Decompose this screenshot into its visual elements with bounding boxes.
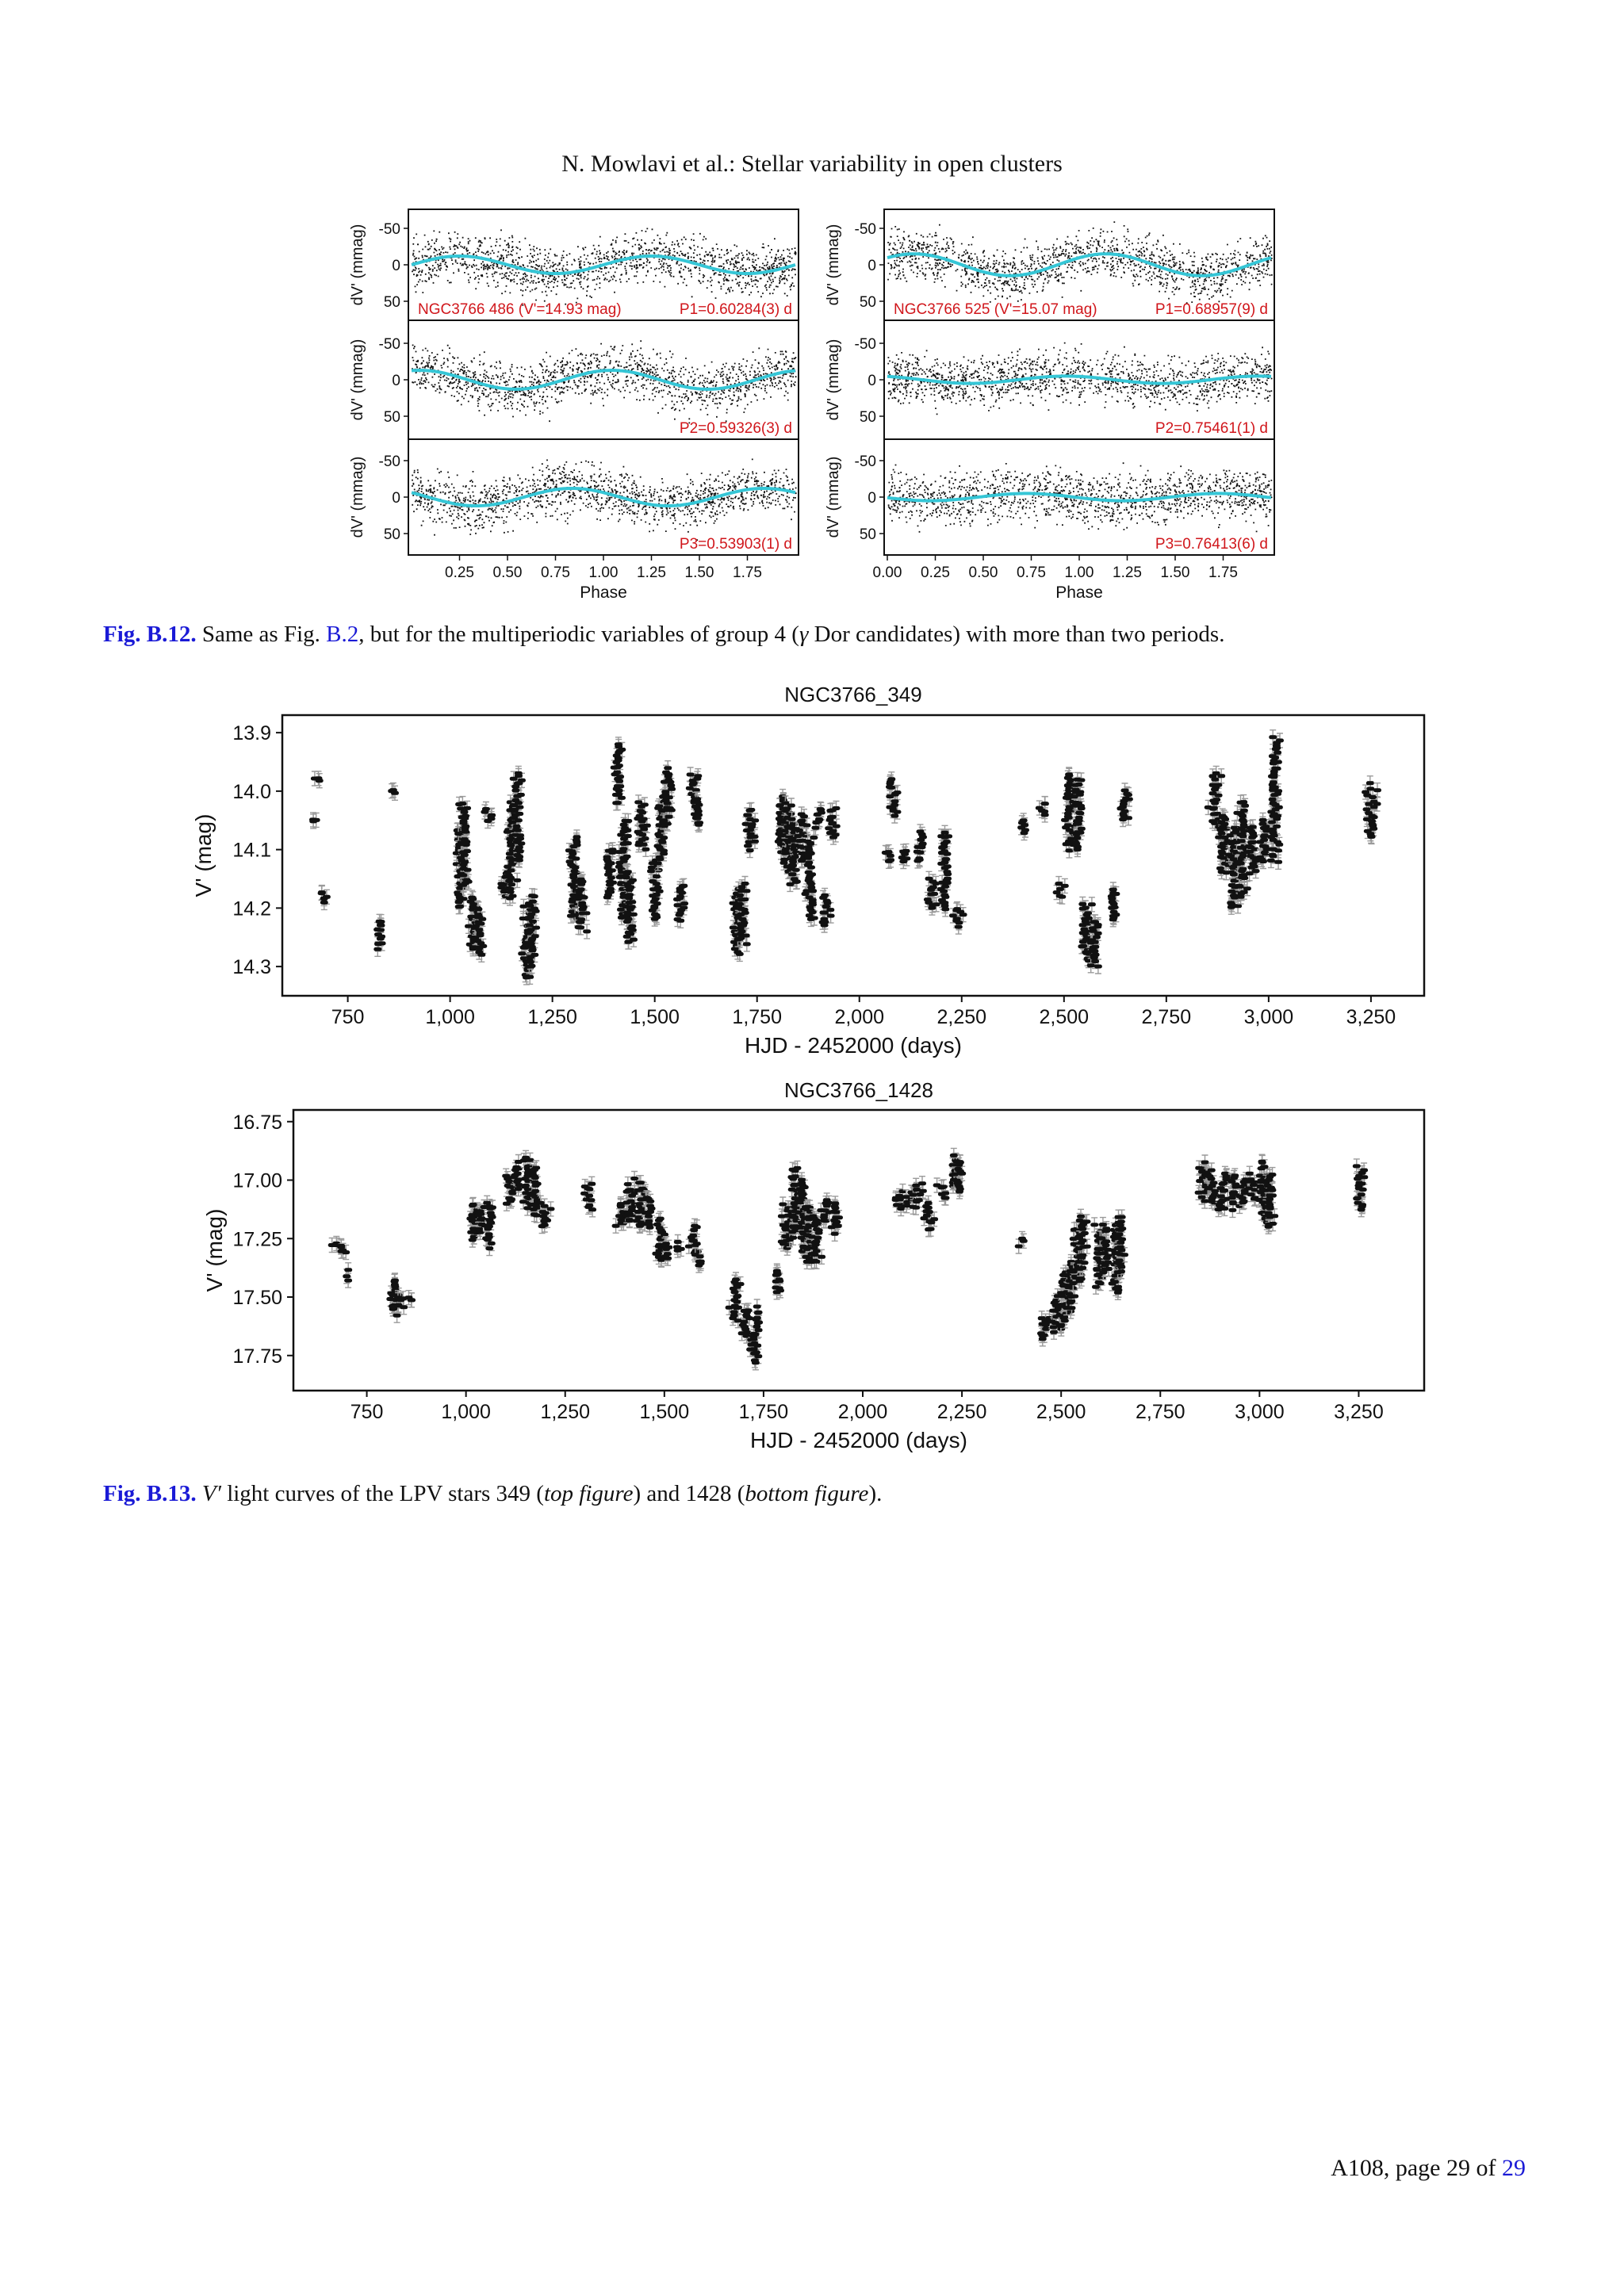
x-tick-label: 2,500 [1036, 1401, 1086, 1423]
observation-group [1036, 797, 1048, 822]
data-points [312, 820, 319, 821]
observation-group [623, 865, 638, 949]
y-tick-label: -50 [854, 221, 876, 238]
observation-group [581, 1177, 596, 1217]
y-tick-label: 16.75 [232, 1111, 282, 1134]
data-points [676, 886, 687, 920]
x-tick-label: 1.00 [588, 564, 619, 581]
x-tick-label: 1.00 [1064, 564, 1094, 581]
period-label: P3=0.76413(6) d [1155, 536, 1268, 553]
chart-title: NGC3766_1428 [784, 1078, 933, 1102]
observation-group [950, 902, 967, 935]
data-points [915, 832, 925, 861]
gamma-symbol: γ [799, 622, 809, 647]
observation-group [883, 845, 894, 869]
observation-group [893, 1184, 907, 1216]
x-tick-label: 750 [350, 1401, 384, 1423]
caption-text: ). [868, 1481, 883, 1506]
observation-group [899, 844, 910, 868]
data-points [320, 893, 328, 903]
y-tick-label: 0 [868, 258, 876, 274]
y-tick-label: 0 [392, 258, 400, 274]
observation-group [634, 795, 650, 856]
x-tick-label: 2,750 [1141, 1006, 1192, 1028]
observation-group [1018, 813, 1028, 840]
x-tick-label: 3,000 [1235, 1401, 1285, 1423]
observation-group [481, 802, 495, 828]
observation-group [1267, 730, 1283, 870]
y-tick-label: 50 [859, 409, 876, 426]
observation-group [934, 1178, 949, 1205]
observation-group [921, 1196, 937, 1236]
y-tick-label: 50 [383, 294, 400, 311]
x-tick-label: 1,750 [738, 1401, 789, 1423]
y-tick-label: 0 [868, 373, 876, 389]
x-tick-label: 0.00 [872, 564, 902, 581]
star-label: NGC3766 525 (V'=15.07 mag) [894, 301, 1097, 318]
y-axis-label: dV' (mmag) [825, 224, 842, 306]
x-tick-label: 3,250 [1334, 1401, 1384, 1423]
x-tick-label: 1.75 [733, 564, 762, 581]
y-tick-label: -50 [378, 221, 400, 238]
caption-text: , but for the multiperiodic variables of group 4 ( [358, 622, 799, 647]
y-axis-label: dV' (mmag) [349, 339, 366, 421]
observation-group [674, 1235, 684, 1258]
x-tick-label: 3,000 [1243, 1006, 1294, 1028]
data-points [925, 878, 938, 908]
observation-group [925, 871, 940, 915]
observation-group [604, 843, 617, 905]
y-axis-label: dV' (mmag) [825, 339, 842, 421]
y-axis-label: V' (mag) [191, 813, 216, 897]
x-tick-label: 1,500 [639, 1401, 690, 1423]
y-tick-label: 17.75 [232, 1345, 282, 1368]
data-points [339, 1246, 348, 1253]
observation-group [914, 825, 926, 868]
x-axis-label: Phase [580, 584, 627, 602]
observation-group [887, 772, 901, 823]
x-tick-label: 2,250 [936, 1401, 987, 1423]
caption-text: ) and 1428 ( [633, 1481, 745, 1506]
observation-group [825, 802, 840, 845]
x-tick-label: 2,500 [1039, 1006, 1090, 1028]
data-points [376, 921, 385, 949]
y-tick-label: -50 [378, 336, 400, 353]
y-tick-label: 50 [383, 409, 400, 426]
y-tick-label: 0 [392, 373, 400, 389]
observation-group [660, 761, 675, 833]
x-tick-label: 2,250 [936, 1006, 987, 1028]
light-curve-lpv-1428 [202, 1078, 1424, 1452]
x-tick-label: 0.75 [1017, 564, 1046, 581]
y-tick-label: 14.1 [232, 839, 271, 862]
last-page-link[interactable]: 29 [1502, 2155, 1526, 2181]
observation-group [1109, 882, 1120, 927]
caption-bottom-figure: bottom figure [745, 1481, 869, 1506]
data-points [900, 851, 909, 861]
y-axis-label: dV' (mmag) [349, 224, 366, 306]
light-curve-lpv-349 [191, 683, 1424, 1058]
period-label: P1=0.68957(9) d [1155, 301, 1268, 318]
x-tick-label: 2,750 [1135, 1401, 1185, 1423]
x-tick-label: 2,000 [834, 1006, 885, 1028]
chart-title: NGC3766_349 [784, 683, 922, 706]
observation-group [743, 803, 759, 858]
observation-group [319, 886, 330, 910]
x-axis-label: Phase [1055, 584, 1103, 602]
figure-b12-label[interactable]: Fig. B.12. [103, 622, 197, 647]
figure-b13-caption [103, 1478, 1530, 1510]
observation-group [1354, 1159, 1368, 1217]
y-tick-label: -50 [854, 453, 876, 470]
data-points [1020, 821, 1028, 833]
x-tick-label: 1,250 [527, 1006, 577, 1028]
x-tick-label: 2,000 [837, 1401, 888, 1423]
page-number-text: A108, page 29 of [1331, 2155, 1502, 2181]
observation-group [1071, 772, 1085, 856]
y-tick-label: 50 [383, 526, 400, 543]
observation-group [938, 825, 952, 916]
y-tick-label: 0 [392, 490, 400, 507]
observation-group [374, 914, 385, 956]
observation-group [312, 771, 323, 788]
y-tick-label: 17.25 [232, 1228, 282, 1251]
period-label: P2=0.75461(1) d [1155, 420, 1268, 437]
data-points [312, 779, 321, 781]
observation-group [1234, 795, 1251, 905]
x-tick-label: 0.25 [921, 564, 950, 581]
observation-group [343, 1263, 351, 1288]
observation-group [812, 802, 825, 836]
period-label: P3=0.53903(1) d [679, 536, 792, 553]
observation-group [674, 878, 688, 928]
observation-group [1362, 776, 1381, 844]
observation-group [691, 792, 703, 832]
data-points [345, 1270, 350, 1280]
x-axis-label: HJD - 2452000 (days) [750, 1428, 967, 1452]
x-tick-label: 750 [331, 1006, 365, 1028]
y-tick-label: 17.50 [232, 1287, 282, 1309]
observation-group [1117, 783, 1132, 827]
y-axis-label: dV' (mmag) [825, 456, 842, 538]
y-tick-label: 0 [868, 490, 876, 507]
x-tick-label: 1.75 [1208, 564, 1238, 581]
data-points [774, 1271, 783, 1292]
data-points [390, 790, 397, 794]
observation-group [525, 889, 539, 974]
caption-text: Same as Fig. [196, 622, 327, 647]
observation-group [820, 888, 834, 932]
y-tick-label: 50 [859, 294, 876, 311]
caption-text: light curves of the LPV stars 349 ( [220, 1481, 544, 1506]
y-axis-label: V' (mag) [202, 1208, 227, 1292]
data-points [1109, 890, 1118, 920]
observation-group [529, 1161, 541, 1223]
data-points [1268, 737, 1281, 863]
x-tick-label: 0.75 [541, 564, 570, 581]
y-tick-label: 14.2 [232, 897, 271, 920]
x-tick-label: 0.50 [968, 564, 998, 581]
data-points [624, 872, 636, 942]
running-head: N. Mowlavi et al.: Stellar variability in open clusters [561, 151, 1063, 177]
observation-group [802, 831, 818, 927]
observation-group [389, 783, 398, 801]
observation-group [642, 1191, 655, 1234]
x-tick-label: 1.50 [1160, 564, 1190, 581]
y-tick-label: 13.9 [232, 722, 271, 745]
x-tick-label: 1,250 [540, 1401, 591, 1423]
y-tick-label: -50 [854, 336, 876, 353]
x-tick-label: 1.25 [1113, 564, 1142, 581]
caption-text: Dor candidates) with more than two periods. [808, 622, 1225, 647]
x-axis-label: HJD - 2452000 (days) [745, 1033, 962, 1058]
x-tick-label: 1,000 [441, 1401, 491, 1423]
x-tick-label: 1.25 [637, 564, 666, 581]
period-label: P1=0.60284(3) d [679, 301, 792, 318]
x-tick-label: 1,500 [630, 1006, 680, 1028]
observation-group [772, 1264, 783, 1299]
observation-group [310, 813, 320, 828]
observation-group [611, 737, 626, 810]
y-tick-label: -50 [378, 453, 400, 470]
figure-b2-link[interactable]: B.2 [326, 622, 359, 647]
y-tick-label: 50 [859, 526, 876, 543]
observation-group [726, 1272, 744, 1328]
x-tick-label: 0.25 [445, 564, 474, 581]
plot-frame [293, 1110, 1424, 1391]
caption-top-figure: top figure [543, 1481, 634, 1506]
page-footer [1331, 2155, 1526, 2182]
y-tick-label: 14.0 [232, 780, 271, 803]
observation-group [406, 1291, 416, 1307]
v-prime-symbol: V′ [201, 1481, 221, 1506]
star-label: NGC3766 486 (V'=14.93 mag) [418, 301, 622, 318]
y-tick-label: 17.00 [232, 1169, 282, 1192]
y-tick-label: 14.3 [232, 956, 271, 979]
data-points [407, 1298, 414, 1300]
x-tick-label: 0.50 [492, 564, 523, 581]
observation-group [1016, 1231, 1027, 1253]
figure-b13-label[interactable]: Fig. B.13. [103, 1481, 197, 1506]
data-points [1017, 1238, 1025, 1246]
y-axis-label: dV' (mmag) [349, 456, 366, 538]
observation-group [1054, 877, 1068, 905]
x-tick-label: 3,250 [1346, 1006, 1396, 1028]
x-tick-label: 1.50 [684, 564, 714, 581]
data-points [675, 1242, 683, 1251]
x-tick-label: 1,000 [425, 1006, 475, 1028]
x-tick-label: 1,750 [732, 1006, 782, 1028]
period-label: P2=0.59326(3) d [679, 420, 792, 437]
